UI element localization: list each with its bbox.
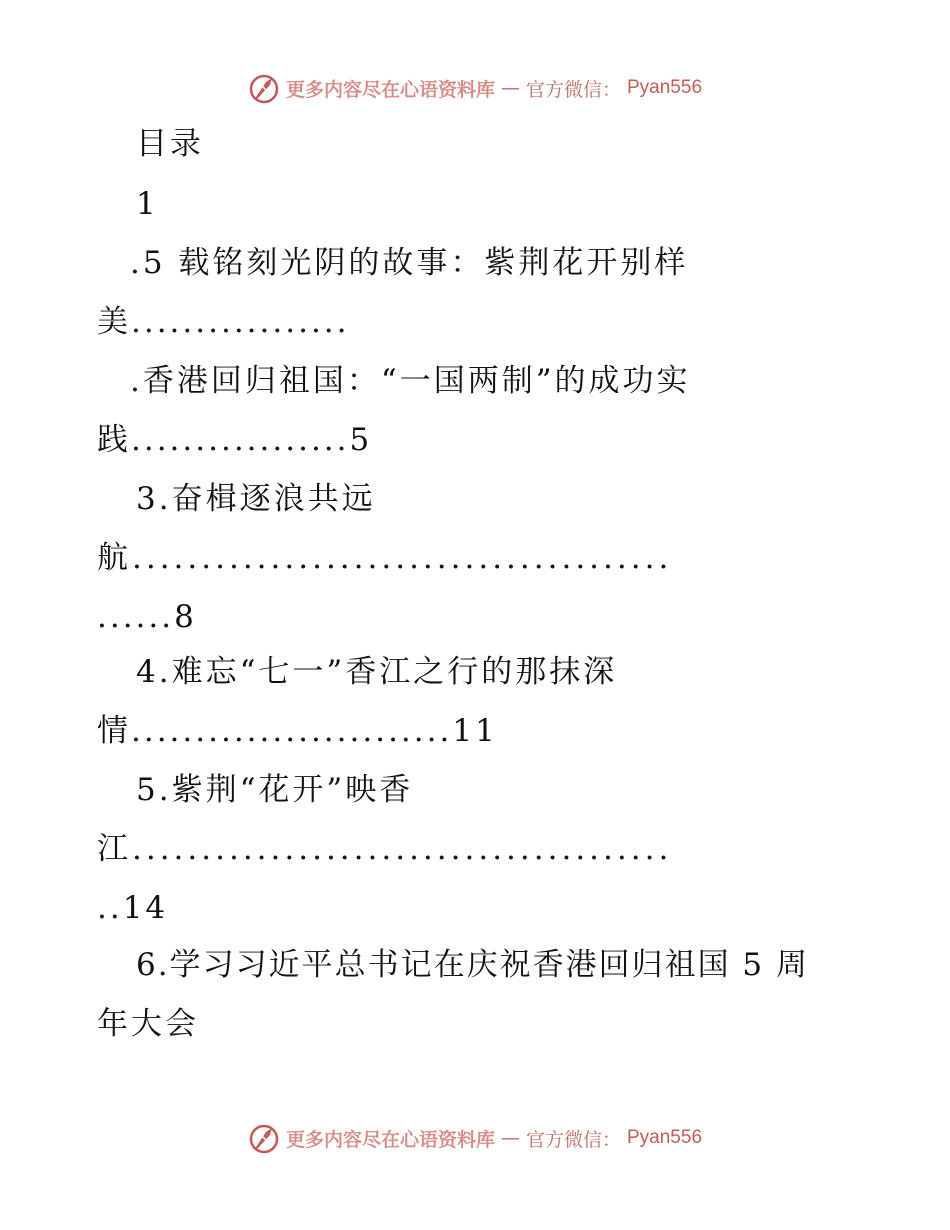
watermark-account: Pyan556 bbox=[627, 1127, 703, 1148]
watermark-channel: 官方微信： bbox=[525, 1128, 621, 1151]
toc-line: ..14 bbox=[97, 890, 169, 926]
toc-line: 6.学习习近平总书记在庆祝香港回归祖国 5 周 bbox=[136, 947, 810, 983]
toc-line: 践.................5 bbox=[97, 422, 373, 458]
toc-line: 情.........................11 bbox=[97, 713, 498, 749]
watermark-channel: 官方微信： bbox=[525, 78, 621, 101]
toc-line: 3.奋楫逐浪共远 bbox=[136, 481, 376, 517]
watermark-separator: — bbox=[500, 77, 520, 99]
toc-line: 美................. bbox=[97, 304, 350, 340]
watermark-brand: 更多内容尽在心语资料库 bbox=[285, 78, 495, 101]
toc-line: ......8 bbox=[97, 599, 197, 635]
toc-line: 1 bbox=[136, 186, 159, 222]
toc-line: 航....................................... bbox=[97, 540, 673, 576]
toc-heading: 目录 bbox=[136, 126, 204, 162]
toc-line: 4.难忘“七一”香江之行的那抹深 bbox=[136, 654, 618, 690]
toc-line: 江....................................... bbox=[97, 831, 673, 867]
toc-line: .香港回归祖国：“一国两制”的成功实 bbox=[130, 363, 691, 399]
watermark-footer bbox=[0, 1122, 950, 1154]
watermark-separator: — bbox=[500, 1127, 520, 1149]
watermark-header bbox=[0, 72, 950, 104]
watermark-account: Pyan556 bbox=[627, 77, 703, 98]
toc-line: .5 载铭刻光阴的故事：紫荆花开别样 bbox=[130, 245, 689, 281]
pen-nib-logo-icon bbox=[248, 72, 280, 104]
toc-line: 年大会 bbox=[97, 1006, 199, 1042]
toc-line: 5.紫荆“花开”映香 bbox=[136, 772, 414, 808]
watermark-brand: 更多内容尽在心语资料库 bbox=[285, 1128, 495, 1151]
pen-nib-logo-icon bbox=[248, 1122, 280, 1154]
